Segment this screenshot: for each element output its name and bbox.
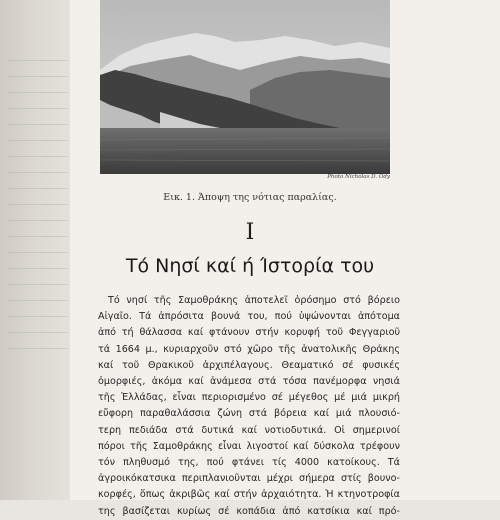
body-line: τόν πληθυσμό της, πού φτάνει τίς 4000 κατοίκους. Τά xyxy=(98,457,400,469)
body-line: τερη πεδιάδα στά δυτικά καί νοτιοδυτικά. Οἱ σημερινοί xyxy=(98,424,400,436)
body-line: τῆς Ἑλλάδας, εἶναι περιορισμένο σέ μέγεθος μέ μιά μικρή xyxy=(98,392,400,404)
coast-photograph xyxy=(100,0,390,174)
chapter-title: Τό Νησί καί ή Ίστορία του xyxy=(125,255,375,277)
figure-caption: Εικ. 1. Άποψη της νότιας παραλίας. xyxy=(163,192,337,203)
body-line: εὔφορη παραθαλάσσια ζώνη στά βόρεια καί μιά πλουσιό- xyxy=(98,408,400,420)
body-line: ἀγροικόκατσικα περιπλανιοῦνται μέχρι σήμερα στίς βουνο- xyxy=(98,473,400,485)
photo-credit: Photo Nicholas D. Ody xyxy=(327,174,390,180)
coast-photo-image xyxy=(100,0,390,174)
body-line: ὀμορφιές, ἀκόμα καί ἀνάμεσα στά τόσα πανέμορφα νησιά xyxy=(98,376,400,388)
body-line: τά 1664 μ., κυριαρχοῦν στό χῶρο τῆς ἀνατολικῆς Θράκης xyxy=(98,343,400,355)
body-line: καί τοῦ Θρακικοῦ ἀρχιπέλαγους. Θεαματικό σέ φυσικές xyxy=(98,359,400,371)
chapter-number: I xyxy=(245,220,255,245)
body-line: της βασίζεται κυρίως σέ κοπάδια ἀπό κατσίκια καί πρό- xyxy=(98,505,400,517)
body-line: πόροι τῆς Σαμοθράκης εἶναι λιγοστοί καί δύσκολα τρέφουν xyxy=(98,440,400,452)
facing-page xyxy=(0,0,70,500)
body-line: Αἰγαῖο. Τά ἀπρόσιτα βουνά του, πού ὑψώνονται ἀπότομα xyxy=(98,311,400,323)
body-paragraph xyxy=(98,293,400,520)
body-line: κορφές, ὅπως ἀκριβῶς καί στήν ἀρχαιότητα. Ἡ κτηνοτροφία xyxy=(98,489,400,501)
body-line: ἀπό τή θάλασσα καί φτάνουν στήν κορυφή τοῦ Φεγγαριοῦ xyxy=(98,327,400,339)
body-line: Τό νησί τῆς Σαμοθράκης ἀποτελεῖ ὁρόσημο στό βόρειο xyxy=(108,295,400,306)
